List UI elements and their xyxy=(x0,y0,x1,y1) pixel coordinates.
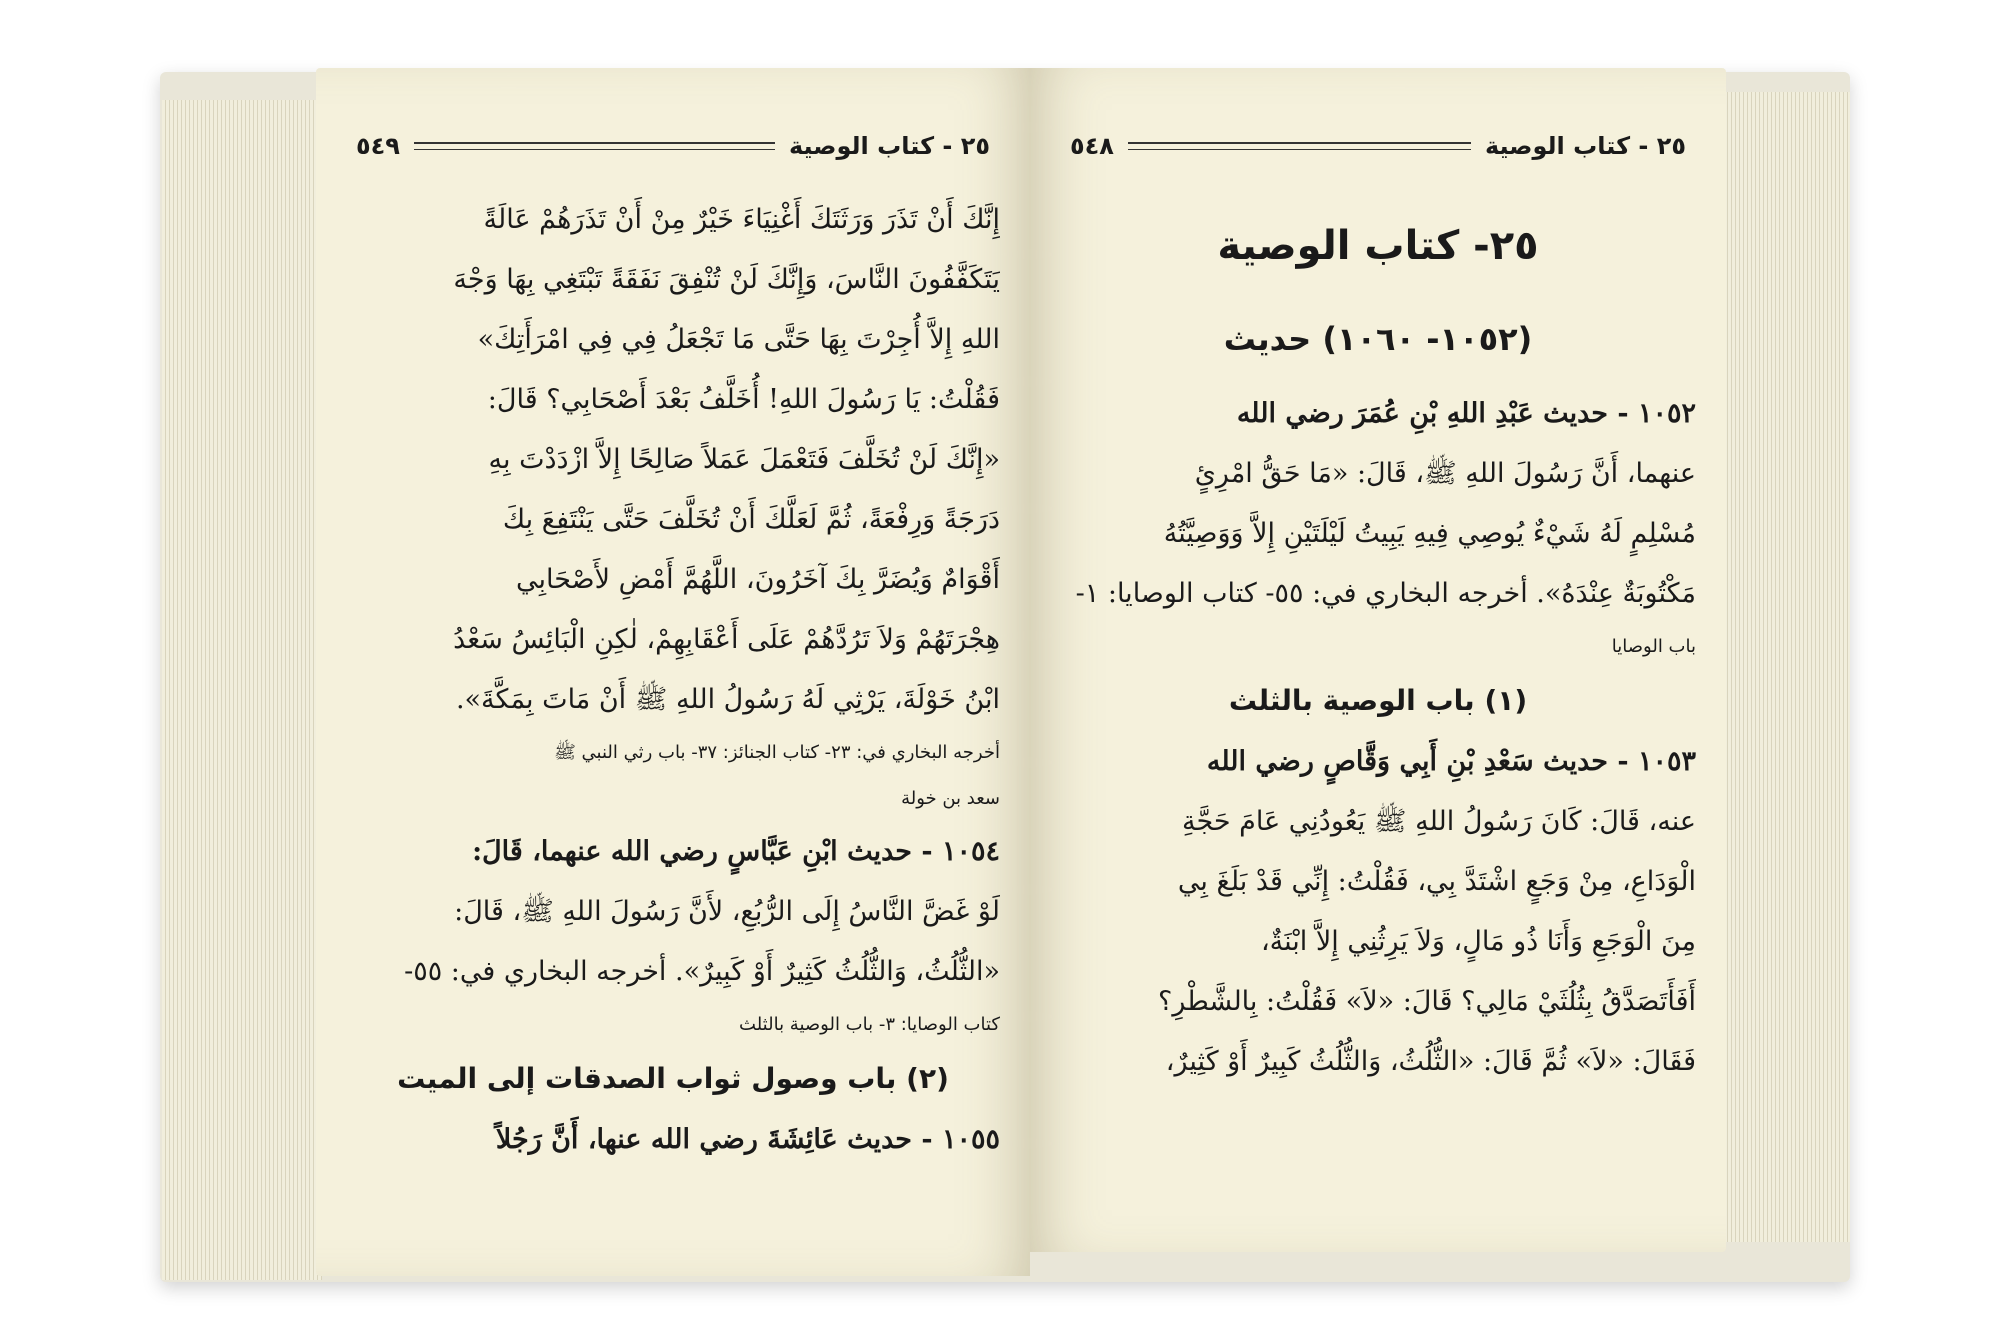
text-line: عنه، قَالَ: كَانَ رَسُولُ اللهِ ﷺ يَعُودُنِي عَامَ حَجَّةِ xyxy=(1181,806,1696,837)
left-body xyxy=(346,190,1000,1170)
right-body xyxy=(1060,198,1696,1092)
text-line: أَقْوَامٌ وَيُضَرَّ بِكَ آخَرُونَ، اللَّهُمَّ أَمْضِ لأَصْحَابِي xyxy=(516,564,1000,595)
text-line: اللهِ إِلاَّ أُجِرْتَ بِهَا حَتَّى مَا تَجْعَلُ فِي فِي امْرَأَتِكَ» xyxy=(477,324,1000,355)
text-line: الْوَدَاعِ، مِنْ وَجَعٍ اشْتَدَّ بِي، فَقُلْتُ: إِنِّي قَدْ بَلَغَ بِي xyxy=(1177,866,1696,897)
hadith-1052-heading: ١٠٥٢ - حديث عَبْدِ اللهِ بْنِ عُمَرَ رضي الله xyxy=(1236,398,1696,429)
hadith-1054-heading: ١٠٥٤ - حديث ابْنِ عَبَّاسٍ رضي الله عنهما، قَالَ: xyxy=(472,836,1000,867)
hadith-1055-heading: ١٠٥٥ - حديث عَائِشَةَ رضي الله عنها، أَنَّ رَجُلاً xyxy=(495,1124,1000,1155)
right-header-title: ٢٥ - كتاب الوصية xyxy=(1484,132,1686,160)
right-page-header xyxy=(1070,126,1686,166)
text-line: ابْنُ خَوْلَةَ، يَرْثِي لَهُ رَسُولُ اللهِ ﷺ أَنْ مَاتَ بِمَكَّةَ». xyxy=(455,684,1000,715)
hadith-range-title: (١٠٥٢- ١٠٦٠) حديث xyxy=(1223,320,1533,358)
reference-note: سعد بن خولة xyxy=(901,788,1000,809)
reference-note: كتاب الوصايا: ٣- باب الوصية بالثلث xyxy=(739,1014,1000,1035)
text-line: «إِنَّكَ لَنْ تُخَلَّفَ فَتَعْمَلَ عَمَلاً صَالِحًا إِلاَّ ازْدَدْتَ بِهِ xyxy=(488,444,1000,475)
text-line: فَقُلْتُ: يَا رَسُولَ اللهِ! أُخَلَّفُ بَعْدَ أَصْحَابِي؟ قَالَ: xyxy=(487,384,1000,415)
text-line: إِنَّكَ أَنْ تَذَرَ وَرَثَتَكَ أَغْنِيَاءَ خَيْرٌ مِنْ أَنْ تَذَرَهُمْ عَالَةً xyxy=(483,204,1000,235)
text-line: مِنَ الْوَجَعِ وَأَنَا ذُو مَالٍ، وَلاَ يَرِثُنِي إِلاَّ ابْنَةٌ، xyxy=(1260,926,1696,957)
left-page-header xyxy=(356,126,990,166)
text-line: دَرَجَةً وَرِفْعَةً، ثُمَّ لَعَلَّكَ أَنْ تُخَلَّفَ حَتَّى يَنْتَفِعَ بِكَ xyxy=(502,504,1000,535)
text-line: «الثُّلُثُ، وَالثُّلُثُ كَثِيرٌ أَوْ كَبِيرٌ». أخرجه البخاري في: ٥٥- xyxy=(404,956,1000,987)
left-header-rule xyxy=(414,142,775,150)
text-line: يَتَكَفَّفُونَ النَّاسَ، وَإِنَّكَ لَنْ تُنْفِقَ نَفَقَةً تَبْتَغِي بِهَا وَجْهَ xyxy=(453,264,1000,295)
reference-note: باب الوصايا xyxy=(1611,636,1696,657)
chapter-title: ٢٥- كتاب الوصية xyxy=(1217,223,1539,269)
page-edges-left xyxy=(162,100,322,1280)
right-page-number: ٥٤٨ xyxy=(1070,132,1114,160)
hadith-1053-heading: ١٠٥٣ - حديث سَعْدِ بْنِ أَبِي وَقَّاصٍ رضي الله xyxy=(1206,746,1696,777)
section-heading-1: (١) باب الوصية بالثلث xyxy=(1228,684,1528,717)
left-header-title: ٢٥ - كتاب الوصية xyxy=(788,132,990,160)
text-line: فَقَالَ: «لاَ» ثُمَّ قَالَ: «الثُّلُثُ، وَالثُّلُثُ كَبِيرٌ أَوْ كَثِيرٌ، xyxy=(1165,1046,1696,1077)
text-line: مَكْتُوبَةٌ عِنْدَهُ». أخرجه البخاري في: ٥٥- كتاب الوصايا: ١- xyxy=(1075,578,1696,609)
section-heading-2: (٢) باب وصول ثواب الصدقات إلى الميت xyxy=(397,1062,949,1095)
left-page-number: ٥٤٩ xyxy=(356,132,400,160)
text-line: مُسْلِمٍ لَهُ شَيْءٌ يُوصِي فِيهِ يَبِيتُ لَيْلَتَيْنِ إِلاَّ وَوَصِيَّتُهُ xyxy=(1163,518,1696,549)
text-line: هِجْرَتَهُمْ وَلاَ تَرُدَّهُمْ عَلَى أَعْقَابِهِمْ، لٰكِنِ الْبَائِسُ سَعْدُ xyxy=(453,624,1000,655)
right-header-rule xyxy=(1128,142,1471,150)
reference-note: أخرجه البخاري في: ٢٣- كتاب الجنائز: ٣٧- باب رثي النبي ﷺ xyxy=(554,742,1000,763)
text-line: لَوْ غَضَّ النَّاسُ إِلَى الرُّبُعِ، لأَنَّ رَسُولَ اللهِ ﷺ، قَالَ: xyxy=(454,896,1000,927)
left-page xyxy=(316,68,1030,1276)
right-page xyxy=(1030,68,1726,1252)
text-line: أَفَأَتَصَدَّقُ بِثُلُثَيْ مَالِي؟ قَالَ: «لاَ» فَقُلْتُ: بِالشَّطْرِ؟ xyxy=(1157,986,1696,1017)
text-line: عنهما، أَنَّ رَسُولَ اللهِ ﷺ، قَالَ: «مَا حَقُّ امْرِئٍ xyxy=(1194,458,1696,489)
